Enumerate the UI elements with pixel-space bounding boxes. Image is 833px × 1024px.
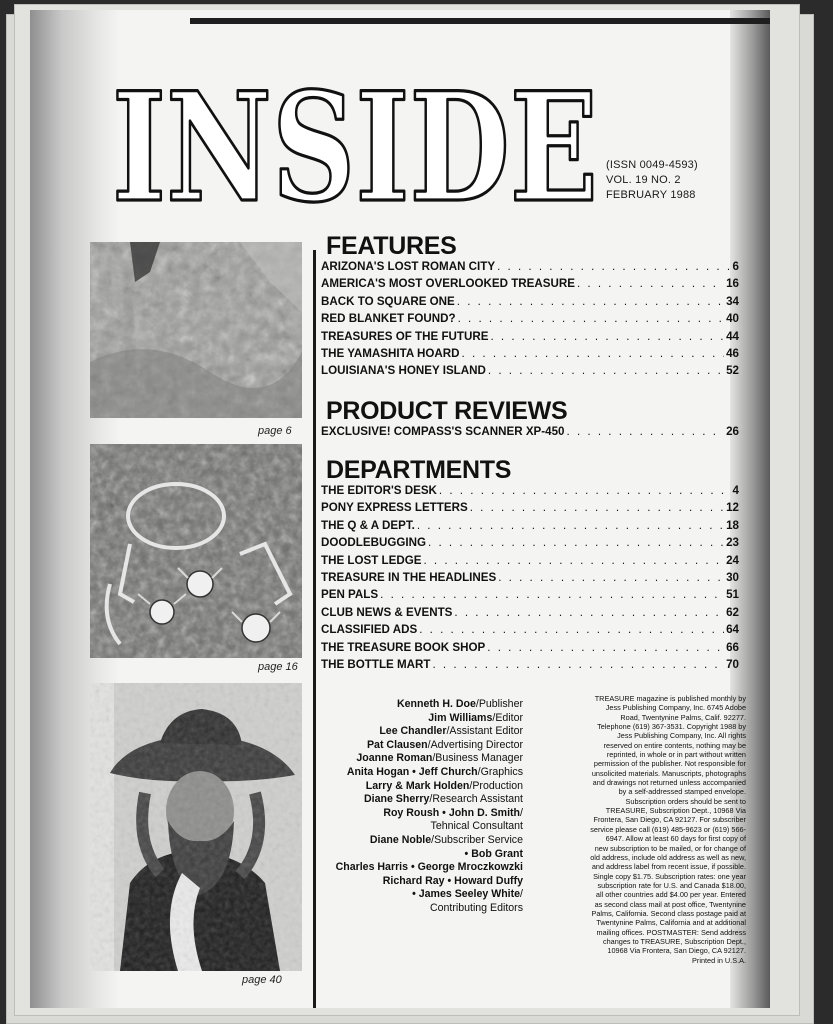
dot-leader [457,295,724,308]
issue-info [606,158,698,203]
departments-list [321,484,739,675]
notice-line: unsolicited materials. Manuscripts, photographs [591,768,746,778]
toc-entry[interactable] [321,588,739,605]
photo-jewelry [90,444,302,658]
dot-leader [419,623,724,636]
notice-line: Subscription orders should be sent to [625,796,746,806]
dot-leader [567,425,725,438]
toc-entry-page: 64 [726,623,739,637]
toc-entry-page: 44 [726,329,739,343]
dot-leader [577,277,724,290]
toc-entry-title: TREASURES OF THE FUTURE [321,329,489,343]
product-reviews-heading: PRODUCT REVIEWS [326,397,568,425]
staff-line [320,752,523,766]
staff-role: Contributing Editors [429,901,523,914]
staff-role: /Graphics [477,765,523,778]
toc-entry-title: EXCLUSIVE! COMPASS'S SCANNER XP-450 [321,425,565,438]
notice-line: new subscription to be mailed, or for change of [594,843,746,853]
dot-leader [439,484,731,497]
staff-line [320,861,523,875]
notice-line: TREASURE magazine is published monthly by [594,694,746,703]
staff-line [320,712,523,726]
photo-portrait [90,683,302,971]
notice-line: Single copy $1.75. Subscription rates: one year [593,871,746,881]
toc-entry[interactable] [321,501,739,518]
column-divider [313,250,316,1008]
notice-line: Printed in U.S.A. [692,955,746,965]
toc-entry-title: THE LOST LEDGE [321,553,422,567]
photo-caption-2: page 16 [258,661,298,673]
notice-line: Frontera, San Diego, CA 92127. For subscriber [593,815,746,825]
top-rule [190,18,770,24]
notice-line: and drawings not returned unless accompanied [592,778,746,788]
toc-entry-title: CLASSIFIED ADS [321,623,418,637]
toc-entry[interactable] [321,425,739,442]
toc-entry-title: LOUISIANA'S HONEY ISLAND [321,364,486,378]
notice-line: all other countries add $4.00 per year. Entered [595,890,746,900]
staff-role: /Subscriber Service [431,833,523,846]
volume-number: VOL. 19 NO. 2 [606,174,681,186]
dot-leader [490,330,724,343]
issn-number: (ISSN 0049-4593) [606,159,698,171]
notice-line: reprinted, in whole or in part without written [606,750,746,760]
dot-leader [380,588,724,601]
toc-entry-title: THE Q & A DEPT. [321,518,415,532]
notice-line: Palms, California. Second class postage paid at [591,908,746,918]
toc-entry[interactable] [321,484,739,501]
dot-leader [488,364,724,377]
toc-entry-page: 30 [726,570,739,584]
toc-entry[interactable] [321,364,739,381]
staff-role: / [520,806,523,819]
toc-entry-page: 4 [732,484,739,497]
toc-entry-page: 70 [726,657,739,671]
toc-entry[interactable] [321,641,739,658]
notice-line: by a self-addressed stamped envelope. [618,787,746,797]
toc-entry-page: 40 [726,312,739,326]
staff-line [320,888,523,902]
staff-name: Charles Harris • George Mroczkowzki [335,861,523,874]
staff-name: Diane Sherry [364,793,430,806]
notice-line: changes to TREASURE, Subscription Dept., [602,936,746,946]
notice-line: reserved on entire contents, nothing may be [603,740,746,750]
staff-role: /Editor [492,711,523,724]
issue-date: FEBRUARY 1988 [606,189,696,201]
staff-line [320,820,523,834]
toc-entry-page: 51 [726,588,739,602]
toc-entry[interactable] [321,295,739,312]
masthead-logo [108,68,602,214]
toc-entry-page: 24 [726,553,739,567]
toc-entry-title: PONY EXPRESS LETTERS [321,501,468,515]
photo-caption-1: page 6 [258,425,292,437]
dot-leader [497,260,730,273]
staff-role: /Publisher [475,698,523,710]
toc-entry-page: 52 [726,364,739,378]
features-heading: FEATURES [326,232,457,260]
toc-entry[interactable] [321,536,739,553]
staff-role: /Assistant Editor [446,725,523,738]
toc-entry[interactable] [321,277,739,294]
staff-line [320,875,523,889]
toc-entry[interactable] [321,519,739,536]
notice-line: Jess Publishing Company, Inc. 6745 Adobe [605,703,746,713]
notice-line: Jess Publishing Company, Inc. All rights [617,731,746,741]
toc-entry[interactable] [321,347,739,364]
dot-leader [458,312,724,325]
toc-entry[interactable] [321,658,739,675]
staff-line [320,698,523,712]
toc-entry-page: 66 [726,640,739,654]
notice-line: subscription rate for U.S. and Canada $18.00, [597,880,746,890]
staff-line [320,902,523,916]
toc-entry-title: THE TREASURE BOOK SHOP [321,640,486,654]
staff-line [320,725,523,739]
staff-line [320,780,523,794]
notice-line: old address, include old address as well as new, [590,852,746,862]
toc-entry[interactable] [321,606,739,623]
staff-credits [320,698,523,916]
toc-entry-title: THE EDITOR'S DESK [321,484,437,497]
staff-name: Diane Noble [369,833,432,846]
toc-entry[interactable] [321,623,739,640]
staff-line [320,848,523,862]
toc-entry[interactable] [321,554,739,571]
staff-name: Anita Hogan • Jeff Church [346,765,478,778]
toc-entry-title: RED BLANKET FOUND? [321,312,456,326]
staff-name: Roy Roush • John D. Smith [383,806,521,819]
toc-entry-page: 18 [726,518,739,532]
masthead-title: INSIDE [112,68,598,214]
staff-role: /Business Manager [432,752,523,765]
photo-ruins [90,242,302,418]
dot-leader [470,501,724,514]
toc-entry-page: 6 [732,260,739,273]
staff-name: Larry & Mark Holden [365,779,470,792]
notice-line: Road, Twentynine Palms, Calif. 92277. [620,712,746,722]
dot-leader [432,658,724,671]
toc-entry-page: 16 [726,277,739,291]
departments-heading: DEPARTMENTS [326,456,512,484]
dot-leader [423,554,724,567]
staff-line [320,766,523,780]
dot-leader [498,571,724,584]
magazine-page [30,10,770,1008]
staff-name: Lee Chandler [379,725,447,738]
toc-entry-title: BACK TO SQUARE ONE [321,294,455,308]
staff-role: / [520,888,523,901]
staff-line [320,807,523,821]
toc-entry-title: PEN PALS [321,588,379,602]
toc-entry-page: 26 [726,425,739,438]
toc-entry-title: AMERICA'S MOST OVERLOOKED TREASURE [321,277,575,291]
toc-entry-page: 34 [726,294,739,308]
toc-entry-page: 23 [726,536,739,550]
toc-entry-title: THE BOTTLE MART [321,657,431,671]
toc-entry-page: 46 [726,346,739,360]
staff-name: Kenneth H. Doe [397,698,476,710]
notice-line: as second class mail at post office, Twentynine [594,899,746,909]
staff-role: /Production [469,779,523,792]
staff-name: Jim Williams [428,711,493,724]
notice-line: mailing offices. POSTMASTER: Send address [596,927,746,937]
notice-line: Twentynine Palms, California and at additional [596,918,746,928]
photo-caption-3: page 40 [242,974,282,986]
toc-entry-title: CLUB NEWS & EVENTS [321,605,453,619]
notice-line: service please call (619) 485-9623 or (619) 566- [590,824,746,834]
features-list [321,260,739,382]
toc-entry-title: THE YAMASHITA HOARD [321,346,460,360]
notice-line: 6947. Allow at least 60 days for first copy of [605,834,746,844]
publisher-notice [528,694,746,965]
staff-role: /Research Assistant [429,793,523,806]
notice-line: TREASURE, Subscription Dept., 10968 Via [605,806,746,816]
toc-entry-title: TREASURE IN THE HEADLINES [321,570,497,584]
toc-entry-page: 12 [726,501,739,515]
dot-leader [487,641,724,654]
toc-entry[interactable] [321,571,739,588]
notice-line: Telephone (619) 367-3531. Copyright 1988 by [597,722,746,732]
staff-line [320,739,523,753]
toc-entry[interactable] [321,330,739,347]
staff-name: Richard Ray • Howard Duffy [382,874,523,887]
notice-line: permission of the publisher. Not responsible for [593,759,746,769]
staff-role: /Advertising Director [427,738,523,751]
staff-name: Pat Clausen [366,738,428,751]
toc-entry[interactable] [321,312,739,329]
staff-line [320,834,523,848]
toc-entry[interactable] [321,260,739,277]
toc-entry-title: DOODLEBUGGING [321,536,426,550]
dot-leader [454,606,724,619]
dot-leader [417,519,724,532]
staff-role: Tehnical Consultant [430,820,523,833]
staff-line [320,793,523,807]
staff-name: • James Seeley White [412,888,521,901]
product-reviews-list [321,425,739,442]
toc-entry-page: 62 [726,605,739,619]
staff-name: • Bob Grant [464,847,523,860]
toc-entry-title: ARIZONA'S LOST ROMAN CITY [321,260,496,273]
notice-line: 10968 Via Frontera, San Diego, CA 92127. [607,946,746,956]
notice-line: and address label from recent issue, if possible. [591,862,746,872]
dot-leader [462,347,725,360]
dot-leader [428,536,724,549]
staff-name: Joanne Roman [356,752,433,765]
